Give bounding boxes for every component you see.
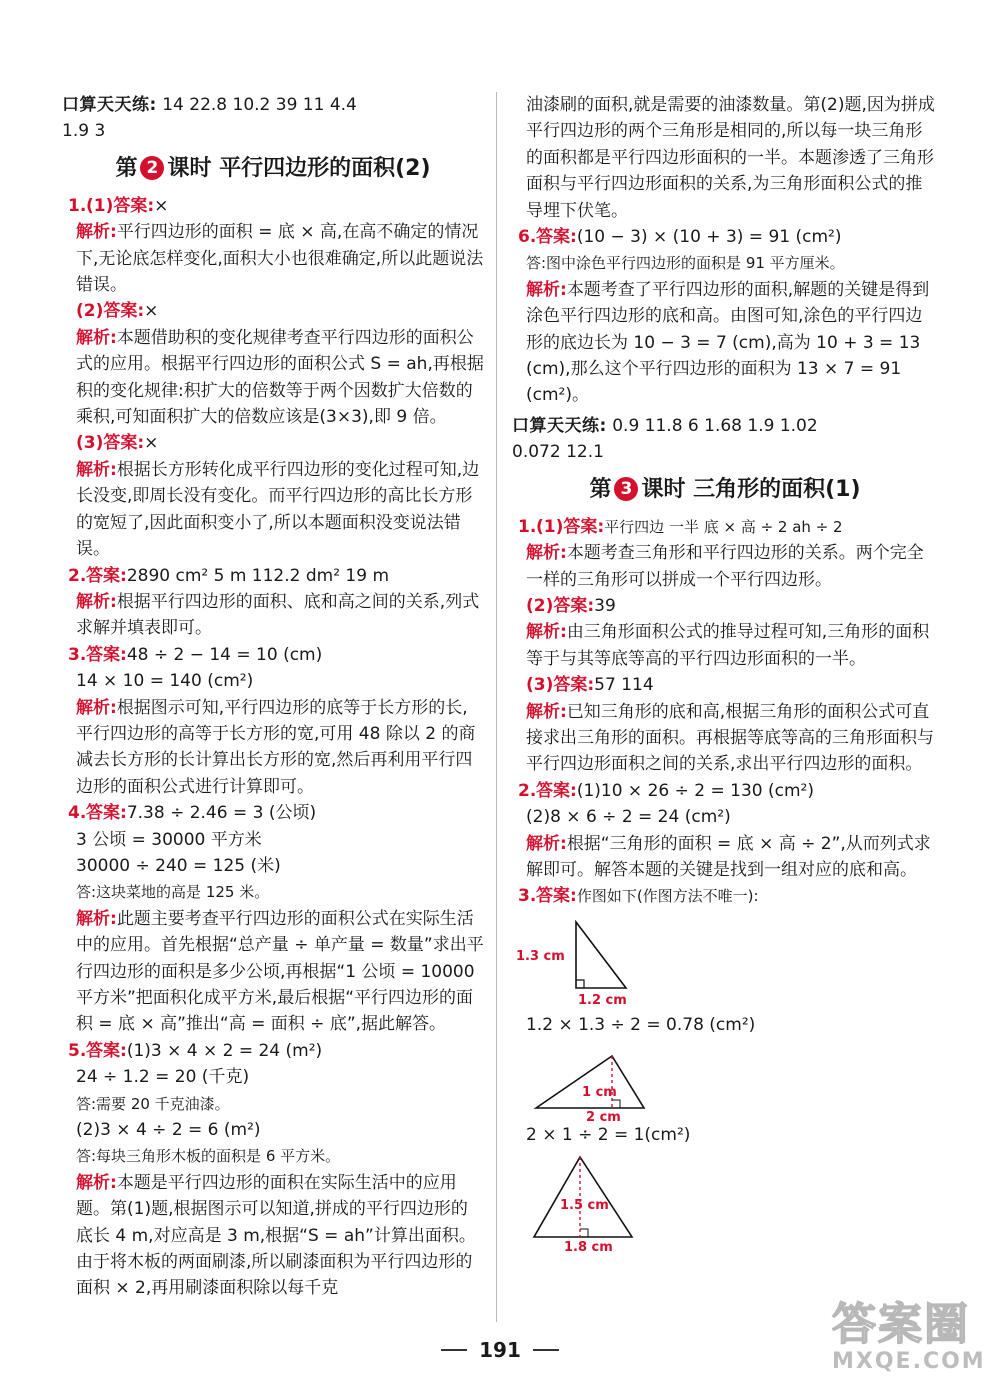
analysis-text: 此题主要考查平行四边形的面积公式在实际生活中的应用。首先根据“总产量 ÷ 单产量 = 数量”求出平行四边形的面积是多少公顷,再根据“1 公顷 = 10000 平方米”把面积化成平方米,最后根据“平行四边形的面积 = 底 × 高”推出“高 = 面积 ÷ 底”,据此解答。 — [76, 908, 484, 1035]
obtuse-triangle-diagram — [512, 1042, 712, 1122]
analysis — [62, 1170, 484, 1302]
answer-value: × — [144, 301, 159, 322]
analysis-continued: 油漆刷的面积,就是需要的油漆数量。第(2)题,因为拼成平行四边形的两个三角形是相同的,所以每一块三角形的面积都是平行四边形面积的一半。本题渗透了三角形面积与平行四边形面积的关系,为三角形面积公式的推导埋下伏笔。 — [526, 95, 935, 221]
triangle-figure-1 — [512, 916, 938, 1012]
answer-label: 答案: — [86, 644, 127, 665]
question-number: 1. — [68, 195, 87, 216]
answer-label: (3)答案: — [526, 675, 595, 696]
triangle-shape — [576, 922, 626, 988]
right-angle-mark — [580, 1229, 588, 1237]
analysis-label: 解析: — [76, 222, 117, 243]
analysis-text: 本题是平行四边形的面积在实际生活中的应用题。第(1)题,根据图示可以知道,拼成的平行四边形的底长 4 m,对应高是 3 m,根据“S = ah”计算出面积。由于将木板的两面刷漆,所以刷漆面积为平行四边形的面积 × 2,再用刷漆面积除以每千克 — [76, 1172, 476, 1299]
question-number: 2. — [518, 780, 537, 801]
height-label: 1.5 cm — [560, 1197, 609, 1213]
right-triangle-diagram — [512, 916, 712, 1012]
answer-label: 答案: — [536, 780, 577, 801]
analysis — [512, 619, 938, 672]
question-number: 5. — [68, 1040, 87, 1061]
answer-label: 答案: — [86, 803, 127, 824]
lesson-number-badge: 2 — [140, 156, 164, 180]
page-number: 191 — [479, 1338, 521, 1362]
analysis-text: 根据图示可知,平行四边形的底等于长方形的长,平行四边形的高等于长方形的宽,可用 48 除以 2 的商减去长方形的长计算出长方形的宽,然后再利用平行四边形的面积公式进行计算即可。 — [76, 697, 476, 797]
footer-dash — [533, 1349, 559, 1351]
question-6 — [512, 224, 938, 250]
answer-label: (1)答案: — [86, 195, 155, 216]
analysis — [62, 589, 484, 642]
answer-label: (1)答案: — [536, 516, 605, 537]
lesson-heading — [512, 472, 938, 508]
analysis — [512, 277, 938, 409]
answer-value: × — [144, 433, 159, 454]
kousuan-line — [62, 92, 484, 118]
answer-line: (2)3 × 4 ÷ 2 = 6 (m²) — [76, 1120, 261, 1141]
right-angle-mark — [612, 1100, 620, 1108]
answer-line: 30000 ÷ 240 = 125 (米) — [76, 855, 281, 876]
base-label: 2 cm — [586, 1110, 621, 1123]
answer-label: (3)答案: — [76, 433, 145, 454]
answer-value: × — [154, 195, 169, 216]
base-label: 1.8 cm — [564, 1239, 613, 1253]
triangle-figure-3 — [512, 1153, 938, 1253]
analysis — [62, 695, 484, 801]
answer-value: (1)3 × 4 × 2 = 24 (m²) — [126, 1040, 323, 1061]
answer-label: (2)答案: — [526, 595, 595, 616]
triangle-shape — [536, 1056, 644, 1108]
answer-label: 答案: — [536, 886, 577, 907]
question-1 — [62, 193, 484, 219]
analysis — [512, 831, 938, 884]
analysis-label: 解析: — [526, 543, 567, 564]
question-number: 3. — [68, 644, 87, 665]
left-column — [62, 92, 484, 1302]
analysis-text: 本题考查了平行四边形的面积,解题的关键是得到涂色平行四边形的底和高。由图可知,涂色的平行四边形的底边长为 10 − 3 = 7 (cm),高为 10 + 3 = 13 (cm),那么这个平行四边形的面积为 13 × 7 = 91 (cm²)。 — [526, 279, 930, 406]
question-number: 2. — [68, 565, 87, 586]
analysis-text: 根据平行四边形的面积、底和高之间的关系,列式求解并填表即可。 — [76, 591, 480, 639]
question-4 — [62, 800, 484, 826]
lesson-heading — [62, 151, 484, 187]
kousuan-line — [512, 413, 938, 439]
analysis — [512, 699, 938, 778]
isosceles-triangle-diagram — [512, 1153, 712, 1253]
analysis-label: 解析: — [526, 279, 567, 300]
sub-answer — [512, 672, 938, 698]
answer-value: 平行四边 一半 底 × 高 ÷ 2 ah ÷ 2 — [604, 517, 843, 536]
lesson-number-badge: 3 — [614, 477, 638, 501]
question-3 — [512, 883, 938, 909]
answer-line: 答:需要 20 千克油漆。 — [76, 1094, 230, 1113]
right-column — [512, 92, 938, 1253]
analysis-text: 根据长方形转化成平行四边形的变化过程可知,边长没变,即周长没有变化。而平行四边形的高比长方形的宽短了,因此面积变小了,所以本题面积没变说法错误。 — [76, 459, 480, 560]
answer-label: 答案: — [86, 1040, 127, 1061]
kousuan-values: 14 22.8 10.2 39 11 4.4 — [162, 95, 357, 115]
answer-value: (1)10 × 26 ÷ 2 = 130 (cm²) — [576, 780, 814, 801]
analysis-label: 解析: — [76, 327, 117, 348]
triangle-figure-2 — [512, 1042, 938, 1122]
analysis — [512, 540, 938, 593]
sub-answer — [62, 298, 484, 324]
answer-value: (10 − 3) × (10 + 3) = 91 (cm²) — [576, 227, 842, 248]
analysis-label: 解析: — [76, 1172, 117, 1193]
lesson-title: 课时 三角形的面积(1) — [641, 476, 861, 502]
analysis — [62, 219, 484, 298]
analysis-label: 解析: — [76, 591, 117, 612]
question-3 — [62, 642, 484, 668]
answer-value: 39 — [594, 595, 616, 616]
question-2 — [62, 563, 484, 589]
watermark-text: 答案圈 — [832, 1299, 970, 1350]
question-number: 3. — [518, 886, 537, 907]
answer-value: 2890 cm² 5 m 112.2 dm² 19 m — [126, 565, 390, 586]
analysis-text: 本题借助积的变化规律考查平行四边形的面积公式的应用。根据平行四边形的面积公式 S = ah,再根据积的变化规律:积扩大的倍数等于两个因数扩大倍数的乘积,可知面积扩大的倍数应该是(3×3),即 9 倍。 — [76, 327, 484, 428]
footer-dash — [441, 1349, 467, 1351]
height-label: 1 cm — [582, 1085, 617, 1101]
sub-answer — [62, 430, 484, 456]
answer-line: (2)8 × 6 ÷ 2 = 24 (cm²) — [526, 807, 731, 828]
height-label: 1.3 cm — [516, 948, 565, 964]
right-angle-mark — [576, 980, 584, 988]
lesson-prefix: 第 — [589, 476, 612, 502]
answer-line: 答:每块三角形木板的面积是 6 平方米。 — [76, 1147, 341, 1166]
answer-line: 14 × 10 = 140 (cm²) — [76, 671, 254, 692]
answer-value: 7.38 ÷ 2.46 = 3 (公顷) — [126, 803, 317, 824]
answer-value: 57 114 — [594, 675, 654, 696]
figure-equation: 1.2 × 1.3 ÷ 2 = 0.78 (cm²) — [526, 1014, 756, 1035]
question-number: 6. — [518, 227, 537, 248]
analysis-text: 平行四边形的面积 = 底 × 高,在高不确定的情况下,无论底怎样变化,面积大小也很难确定,所以此题说法错误。 — [76, 222, 484, 296]
answer-line: 24 ÷ 1.2 = 20 (千克) — [76, 1067, 250, 1088]
analysis — [62, 457, 484, 563]
kousuan-values-cont: 1.9 3 — [62, 121, 106, 142]
question-2 — [512, 778, 938, 804]
question-number: 1. — [518, 516, 537, 537]
analysis — [62, 906, 484, 1038]
analysis-label: 解析: — [76, 459, 117, 480]
analysis-label: 解析: — [526, 701, 567, 722]
question-5 — [62, 1038, 484, 1064]
answer-value: 48 ÷ 2 − 14 = 10 (cm) — [126, 644, 323, 665]
answer-line: 答:图中涂色平行四边形的面积是 91 平方厘米。 — [526, 254, 845, 273]
answer-label: 答案: — [86, 565, 127, 586]
question-number: 4. — [68, 803, 87, 824]
analysis-label: 解析: — [76, 697, 117, 718]
lesson-prefix: 第 — [115, 155, 138, 181]
analysis-label: 解析: — [526, 622, 567, 643]
lesson-title: 课时 平行四边形的面积(2) — [167, 155, 431, 181]
analysis-label: 解析: — [526, 833, 567, 854]
analysis-text: 根据“三角形的面积 = 底 × 高 ÷ 2”,从而列式求解即可。解答本题的关键是找到一组对应的底和高。 — [526, 833, 931, 880]
analysis-label: 解析: — [76, 908, 117, 929]
answer-label: (2)答案: — [76, 301, 145, 322]
column-divider — [496, 92, 497, 1322]
base-label: 1.2 cm — [578, 992, 627, 1008]
question-1 — [512, 514, 938, 540]
triangle-shape — [534, 1157, 632, 1237]
kousuan-values-cont: 0.072 12.1 — [512, 442, 604, 463]
analysis-text: 已知三角形的底和高,根据三角形的面积公式可直接求出三角形的面积。再根据等底等高的三角形面积与平行四边形面积之间的关系,求出平行四边形的面积。 — [526, 701, 934, 775]
watermark-url: MXQE.COM — [832, 1349, 986, 1374]
kousuan-values: 0.9 11.8 6 1.68 1.9 1.02 — [612, 415, 818, 436]
answer-line: 答:这块菜地的高是 125 米。 — [76, 883, 270, 902]
analysis — [62, 325, 484, 431]
figure-equation: 2 × 1 ÷ 2 = 1(cm²) — [526, 1125, 691, 1146]
watermark-logo — [832, 1299, 986, 1380]
kousuan-label: 口算天天练: — [62, 95, 157, 115]
analysis-text: 本题考查三角形和平行四边形的关系。两个完全一样的三角形可以拼成一个平行四边形。 — [526, 543, 924, 590]
kousuan-label: 口算天天练: — [512, 415, 607, 436]
answer-label: 答案: — [536, 227, 577, 248]
answer-line: 3 公顷 = 30000 平方米 — [76, 829, 262, 850]
sub-answer — [512, 593, 938, 619]
answer-value: 作图如下(作图方法不唯一): — [576, 887, 759, 906]
analysis-text: 由三角形面积公式的推导过程可知,三角形的面积等于与其等底等高的平行四边形面积的一半。 — [526, 622, 930, 669]
